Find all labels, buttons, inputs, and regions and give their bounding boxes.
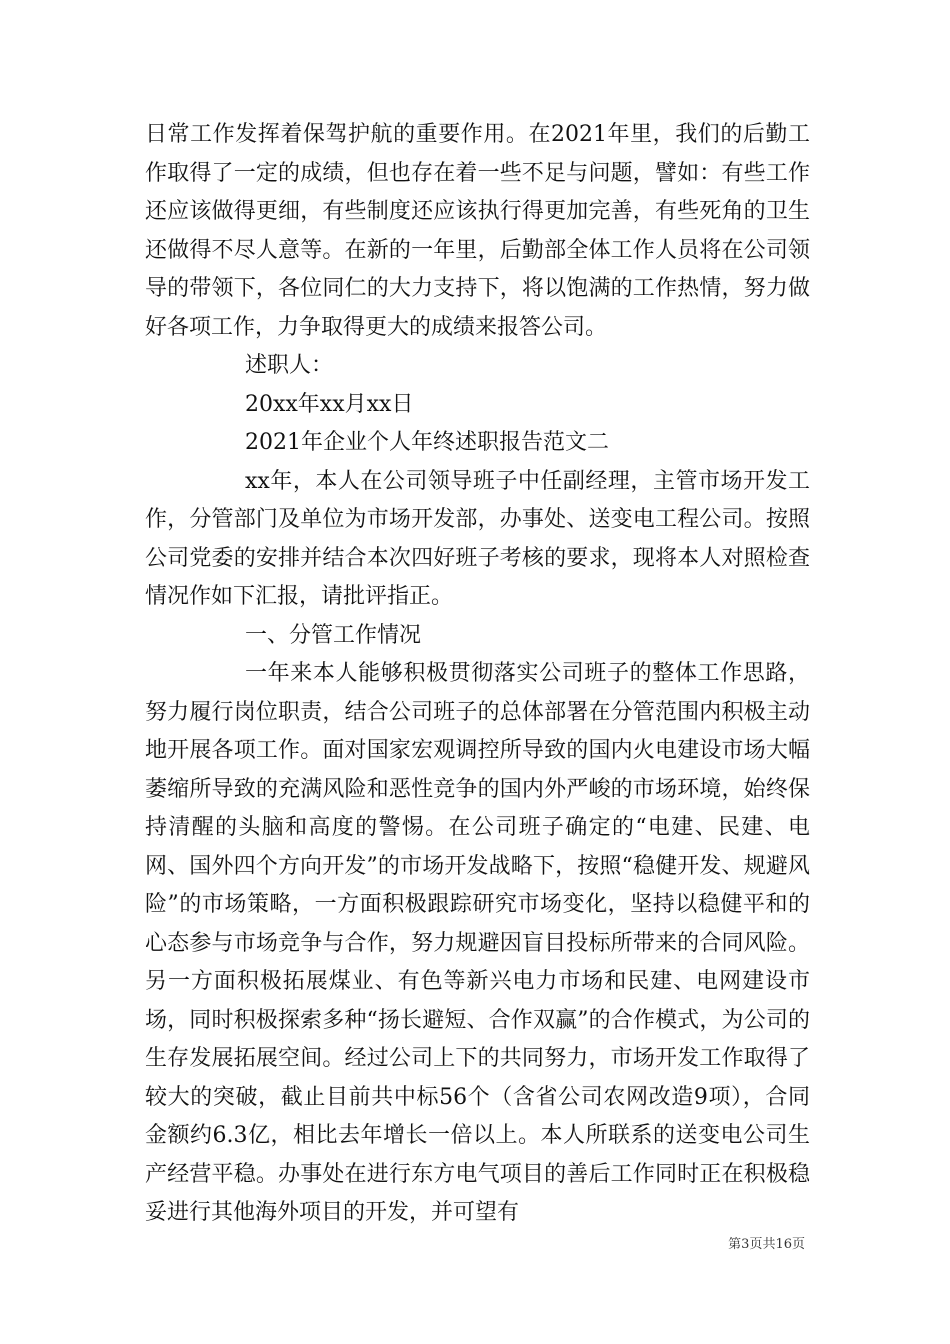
signature-date: 20xx年xx月xx日 — [245, 391, 414, 417]
paragraph-closing: 日常工作发挥着保驾护航的重要作用。在2021年里，我们的后勤工作取得了一定的成绩，但也存在着一些不足与问题，譬如：有些工作还应该做得更细，有些制度还应该执行得更加完善，有些死角的卫生还做得不尽人意等。在新的一年里，后勤部全体工作人员将在公司领导的带领下，各位同仁的大力支持下，将以饱满的工作热情，努力做好各项工作，力争取得更大的成绩来报答公司。 — [145, 122, 810, 340]
paragraph-intro: xx年，本人在公司领导班子中任副经理，主管市场开发工作，分管部门及单位为市场开发部，办事处、送变电工程公司。按照公司党委的安排并结合本次四好班子考核的要求，现将本人对照检查情况作如下汇报，请批评指正。 — [145, 468, 810, 609]
section-title: 2021年企业个人年终述职报告范文二 — [245, 430, 609, 455]
page-number: 第3页共16页 — [728, 1237, 805, 1252]
section-heading: 一、分管工作情况 — [245, 622, 422, 648]
signature-label: 述职人： — [245, 353, 334, 378]
paragraph-work-summary: 一年来本人能够积极贯彻落实公司班子的整体工作思路，努力履行岗位职责，结合公司班子的总体部署在分管范围内积极主动地开展各项工作。面对国家宏观调控所导致的国内火电建设市场大幅萎缩所导致的充满风险和恶性竞争的国内外严峻的市场环境，始终保持清醒的头脑和高度的警惕。在公司班子确定的“电建、民建、电网、国外四个方向开发”的市场开发战略下，按照“稳健开发、规避风险”的市场策略，一方面积极跟踪研究市场变化，坚持以稳健平和的心态参与市场竞争与合作，努力规避因盲目投标所带来的合同风险。另一方面积极拓展煤业、有色等新兴电力市场和民建、电网建设市场，同时积极探索多种“扬长避短、合作双赢”的合作模式，为公司的生存发展拓展空间。经过公司上下的共同努力，市场开发工作取得了较大的突破，截止目前共中标56个（含省公司农网改造9项），合同金额约6.3亿，相比去年增长一倍以上。本人所联系的送变电公司生产经营平稳。办事处在进行东方电气项目的善后工作同时正在积极稳妥进行其他海外项目的开发，并可望有 — [145, 661, 810, 1225]
document-body — [145, 116, 810, 1233]
